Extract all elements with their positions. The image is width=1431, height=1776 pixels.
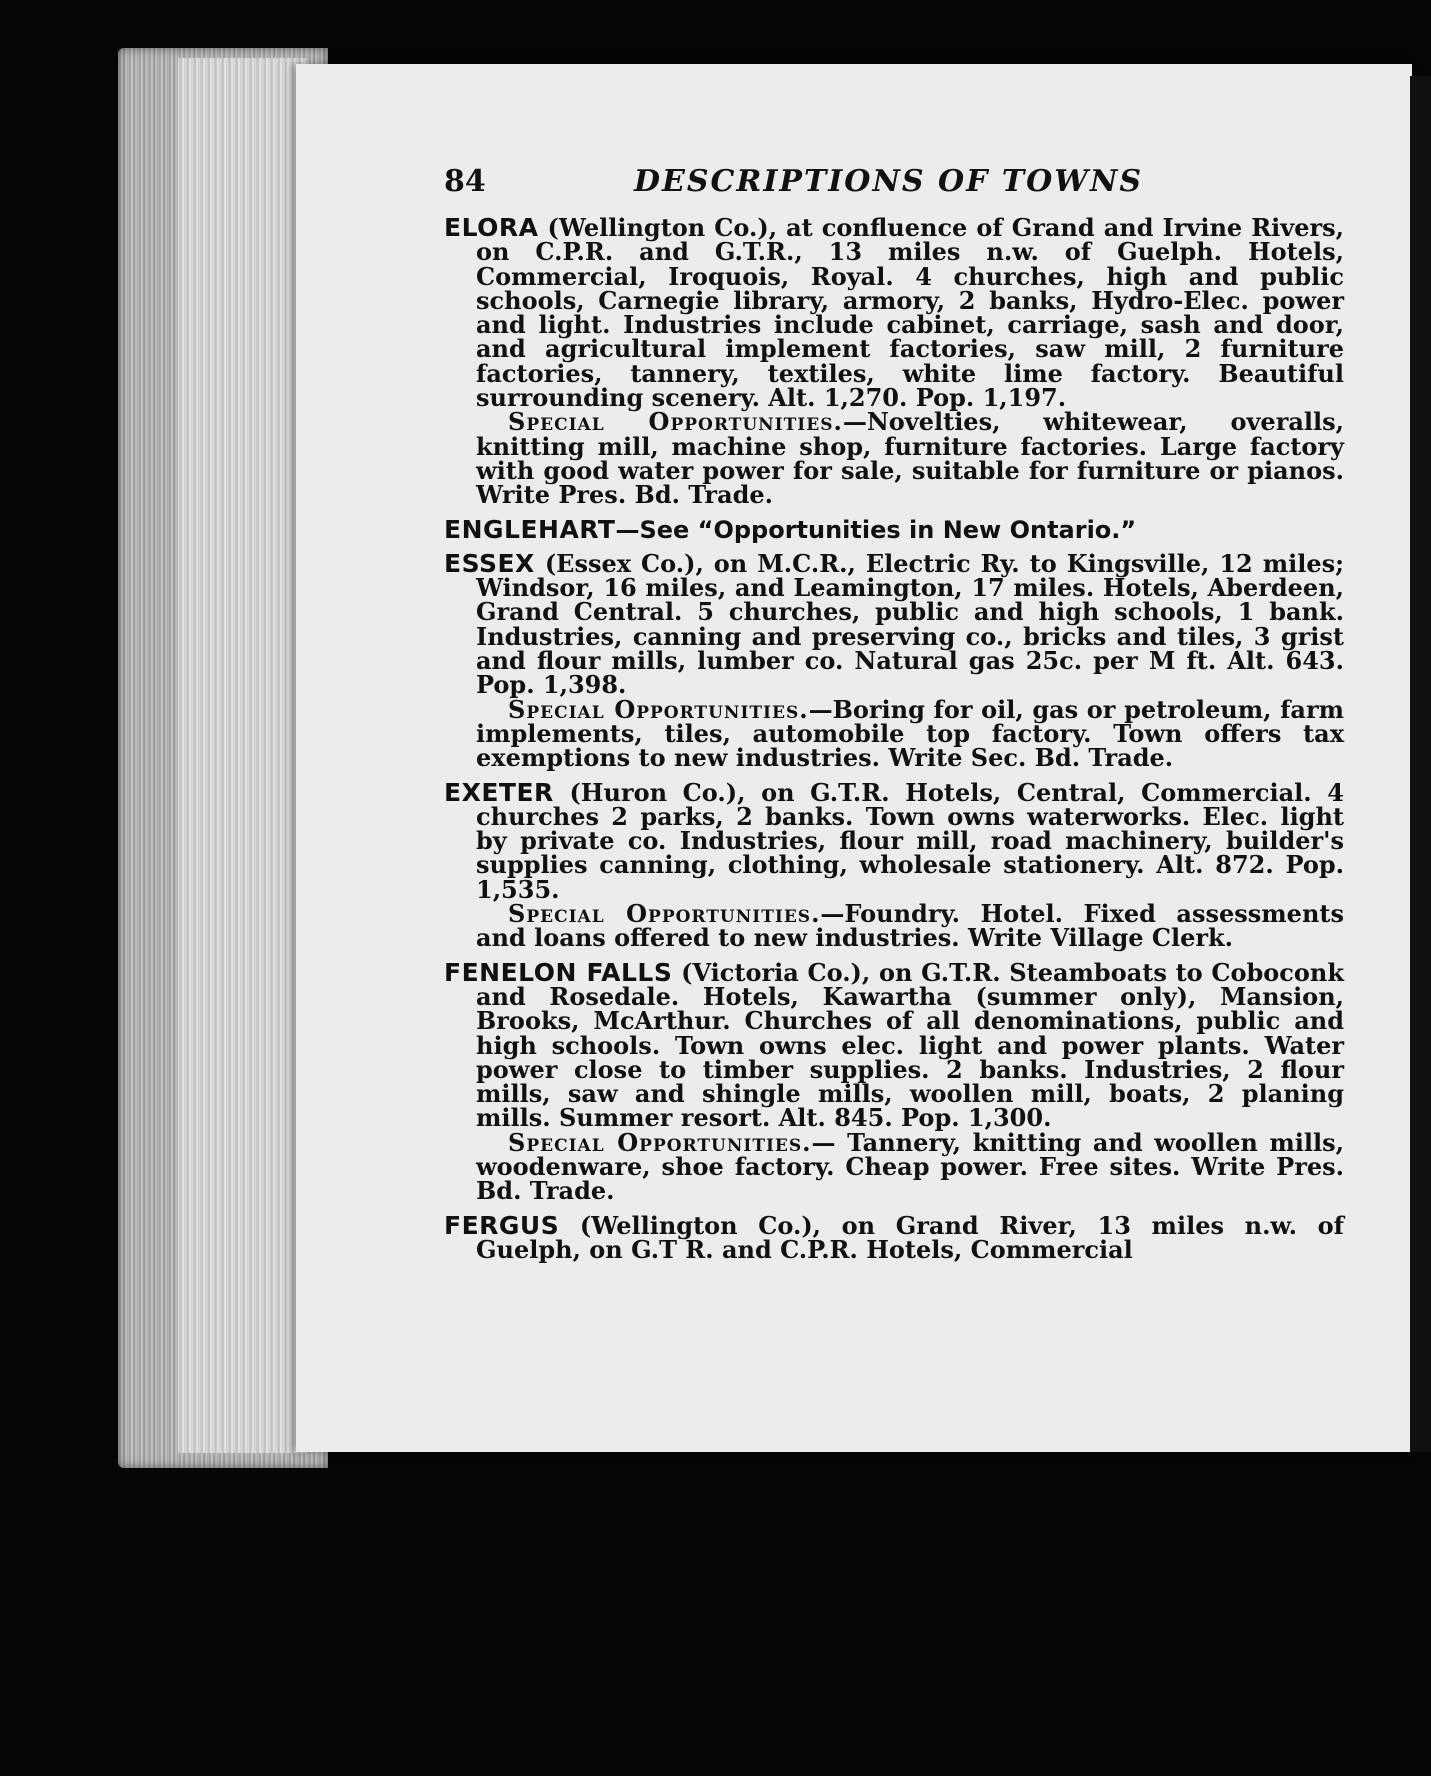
page-header bbox=[444, 164, 1344, 216]
town-entry-exeter bbox=[444, 777, 1344, 953]
page-content bbox=[444, 164, 1344, 1272]
special-opportunities bbox=[444, 407, 1344, 510]
cross-reference: —See “Opportunities in New Ontario.” bbox=[615, 515, 1137, 544]
town-name: FENELON FALLS bbox=[444, 957, 673, 987]
opportunities-label: Special Opportunities. bbox=[508, 407, 843, 437]
town-name: FERGUS bbox=[444, 1210, 560, 1240]
book-page bbox=[296, 64, 1412, 1452]
entry-description bbox=[444, 1210, 1344, 1264]
entry-description bbox=[444, 548, 1344, 700]
entry-text: (Wellington Co.), at confluence of Grand and Irvine Rivers, on C.P.R. and G.T.R., 13 miles n.w. of Guelph. Hotels, Commercial, Iroquois, Royal. 4 churches, high and public schools, Carnegie library, armory, 2 banks, Hydro-Elec. power and light. Industries include cabinet, carriage, sash and door, and agricultural implement factories, saw mill, 2 furniture factories, tannery, textiles, white lime factory. Beautiful surrounding scenery. Alt. 1,270. Pop. 1,197. bbox=[476, 213, 1344, 413]
opportunities-label: Special Opportunities. bbox=[508, 1127, 812, 1157]
town-entry-essex bbox=[444, 548, 1344, 773]
town-name: ELORA bbox=[444, 213, 539, 242]
entry-description bbox=[444, 213, 1344, 413]
town-entry-fenelon-falls bbox=[444, 957, 1345, 1206]
special-opportunities bbox=[444, 694, 1344, 773]
entry-text: (Victoria Co.), on G.T.R. Steamboats to Coboconk and Rosedale. Hotels, Kawartha (summer only), Mansion, Brooks, McArthur. Churches of all denominations, public and high schools. Town owns elec. light and power plants. Water power close to timber supplies. 2 banks. Industries, 2 flour mills, saw and shingle mills, woollen mill, boats, 2 planing mills. Summer resort. Alt. 845. Pop. 1,300. bbox=[476, 957, 1345, 1133]
page-stack-inner-edges bbox=[178, 58, 308, 1453]
page-number: 84 bbox=[444, 164, 486, 199]
entry-description bbox=[444, 514, 1344, 544]
entry-text: (Essex Co.), on M.C.R., Electric Ry. to Kingsville, 12 miles; Windsor, 16 miles, and Leamington, 17 miles. Hotels, Aberdeen, Grand Central. 5 churches, public and high schools, 1 bank. Industries, canning and preserving co., bricks and tiles, 3 grist and flour mills, lumber co. Natural gas 25c. per M ft. Alt. 643. Pop. 1,398. bbox=[476, 548, 1344, 700]
town-entry-englehart bbox=[444, 514, 1344, 544]
running-title: DESCRIPTIONS OF TOWNS bbox=[634, 164, 1144, 199]
special-opportunities bbox=[444, 899, 1344, 953]
entry-description bbox=[444, 777, 1344, 904]
opportunities-text: —Novelties, whitewear, overalls, knitting mill, machine shop, furniture factories. Large factory with good water power for sale, suitable for furniture or pianos. Write Pres. Bd. Trade. bbox=[476, 407, 1344, 510]
entry-description bbox=[444, 957, 1345, 1133]
opportunities-text: —Foundry. Hotel. Fixed assessments and loans offered to new industries. Write Village Clerk. bbox=[476, 899, 1344, 953]
entry-text: (Huron Co.), on G.T.R. Hotels, Central, Commercial. 4 churches 2 parks, 2 banks. Town owns waterworks. Elec. light by private co. Industries, flour mill, road machinery, builder's supplies canning, clothing, wholesale stationery. Alt. 872. Pop. 1,535. bbox=[476, 777, 1344, 904]
town-name: ENGLEHART bbox=[444, 514, 616, 544]
town-entry-fergus bbox=[444, 1210, 1344, 1264]
opportunities-text: —Boring for oil, gas or petroleum, farm implements, tiles, automobile top factory. Town offers tax exemptions to new industries. Write Sec. Bd. Trade. bbox=[476, 694, 1344, 773]
town-name: ESSEX bbox=[444, 548, 535, 578]
entry-text: (Wellington Co.), on Grand River, 13 miles n.w. of Guelph, on G.T R. and C.P.R. Hotels, Commercial bbox=[476, 1210, 1344, 1264]
opportunities-label: Special Opportunities. bbox=[508, 899, 821, 929]
town-name: EXETER bbox=[444, 777, 554, 807]
town-entry-elora bbox=[444, 213, 1344, 510]
special-opportunities bbox=[444, 1127, 1344, 1206]
opportunities-label: Special Opportunities. bbox=[508, 694, 809, 724]
page-right-shadow bbox=[1410, 76, 1431, 1452]
opportunities-text: — Tannery, knitting and woollen mills, woodenware, shoe factory. Cheap power. Free sites. Write Pres. Bd. Trade. bbox=[476, 1127, 1344, 1206]
